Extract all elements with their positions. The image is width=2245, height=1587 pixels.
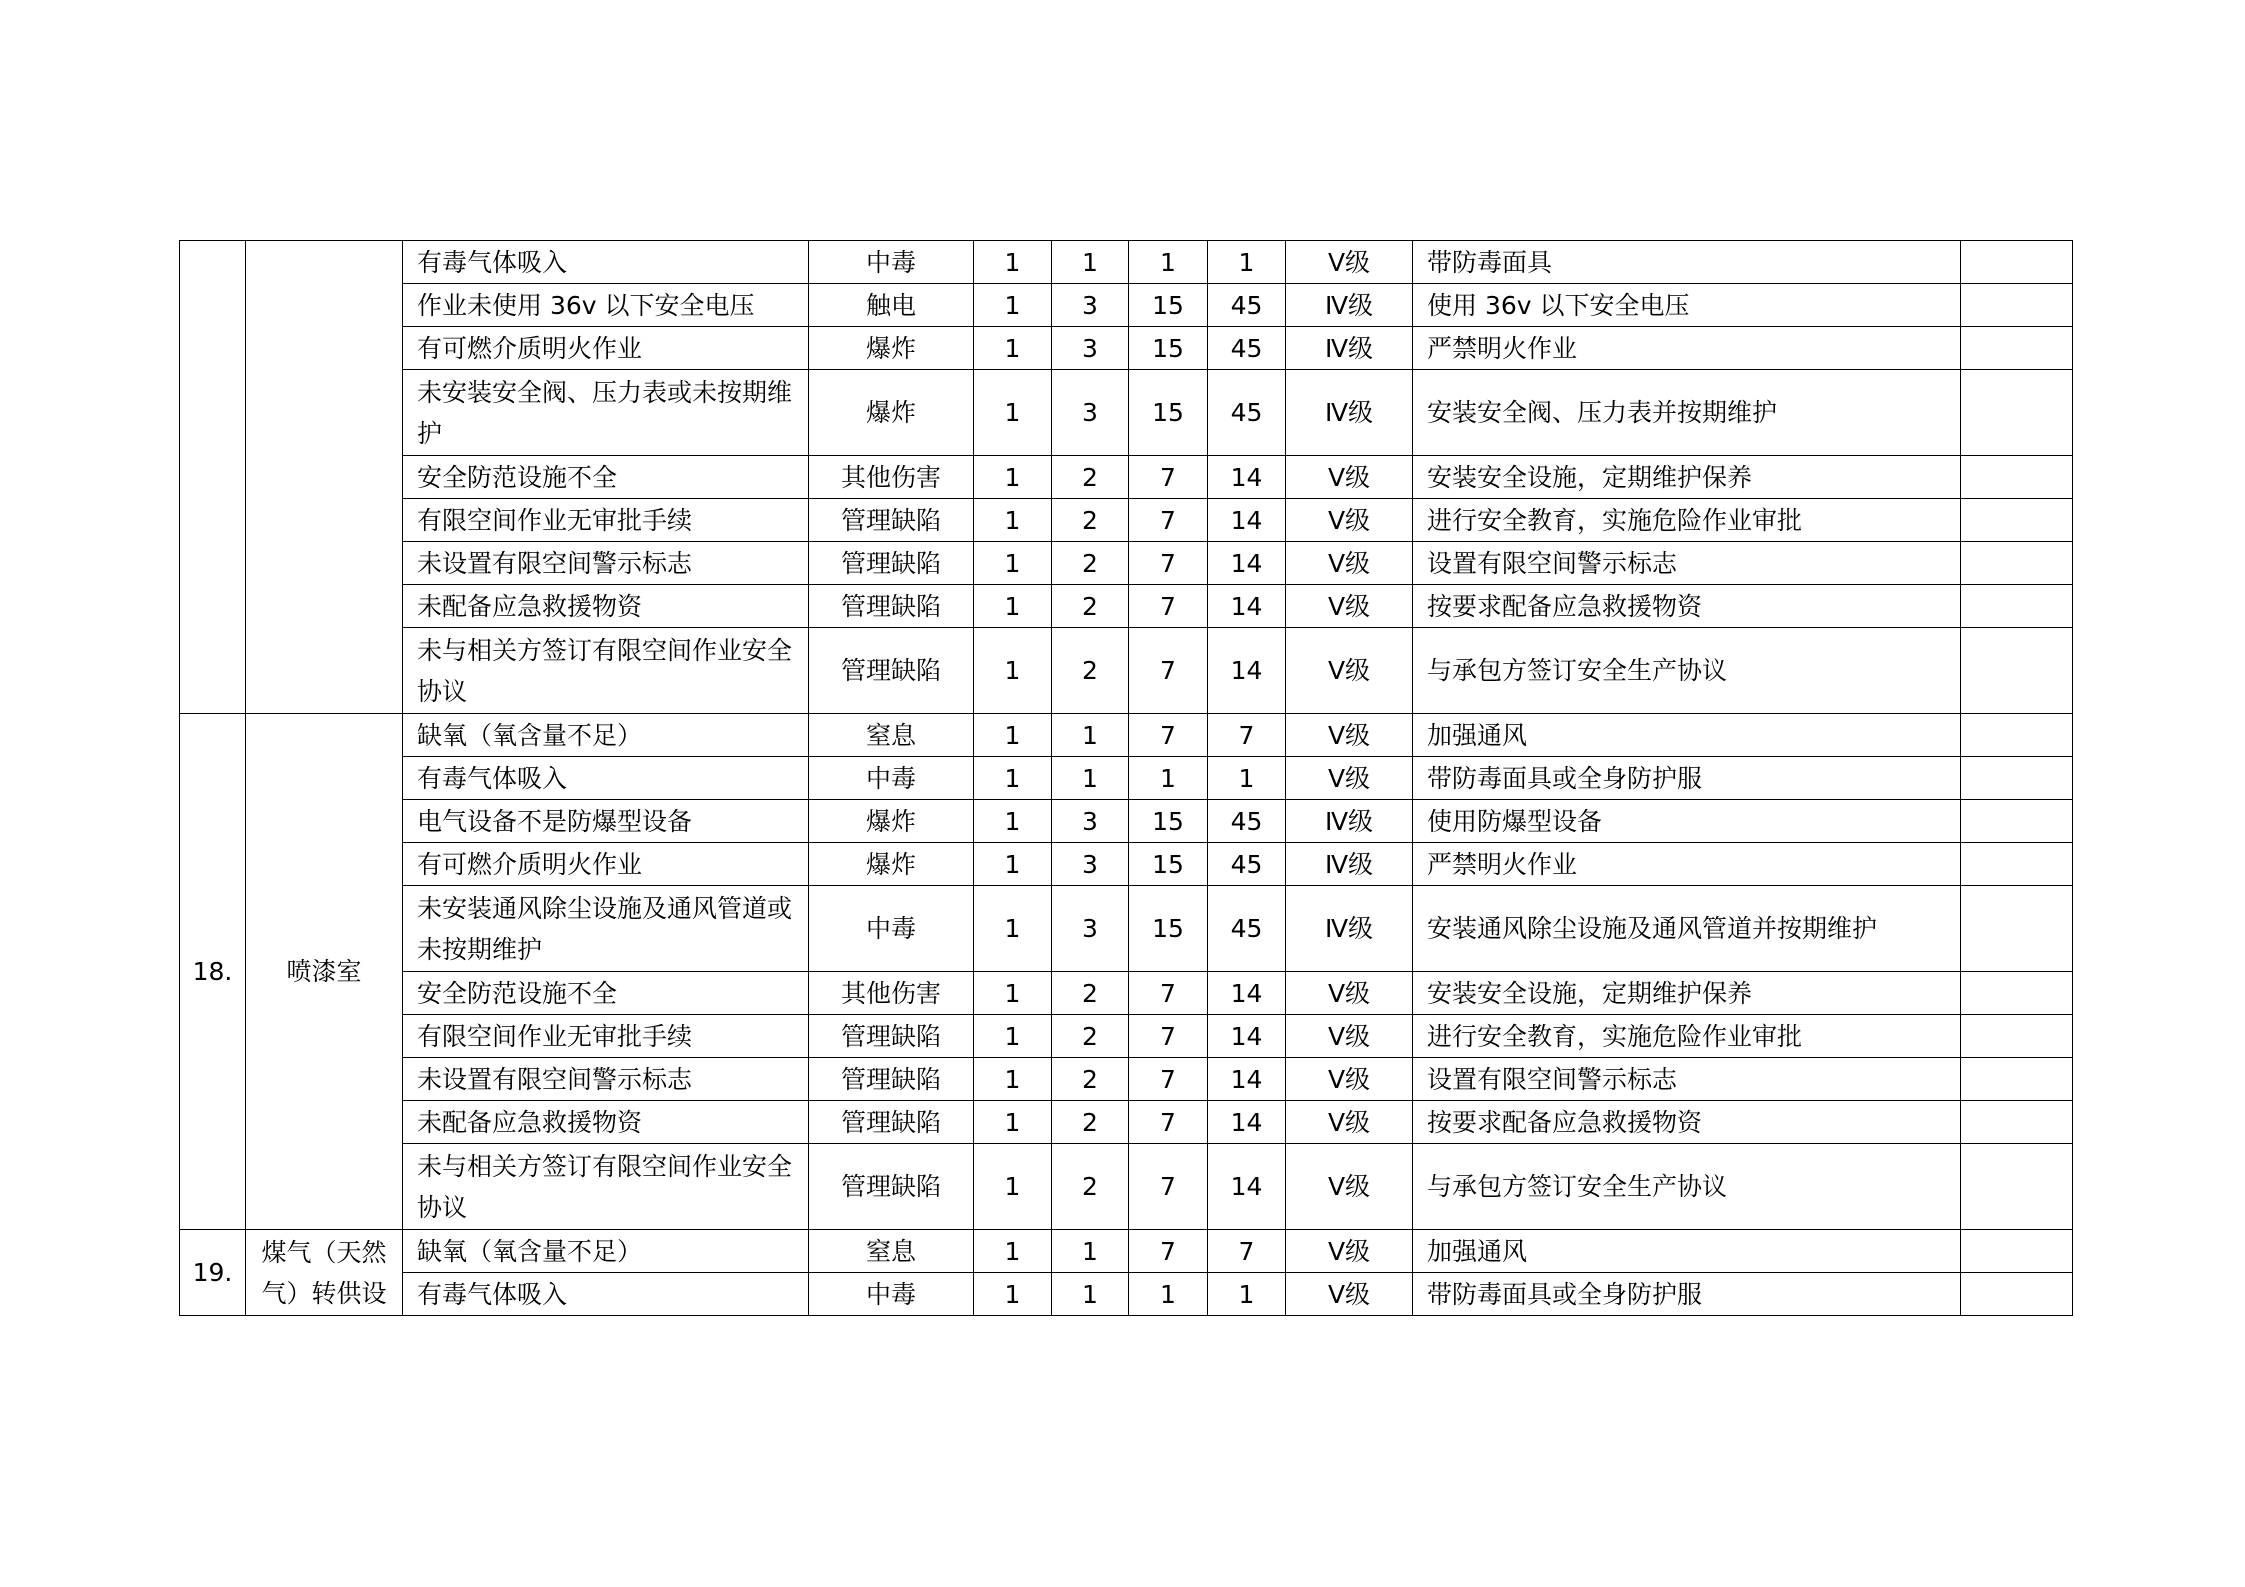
risk-value-cell: 14 [1208,628,1286,714]
control-measure-cell: 严禁明火作业 [1413,843,1961,886]
hazard-cell: 未设置有限空间警示标志 [403,542,809,585]
risk-level-cell: Ⅳ级 [1286,327,1413,370]
risk-value-cell: 45 [1208,800,1286,843]
consequence-cell: 7 [1129,542,1208,585]
likelihood-cell: 1 [974,499,1052,542]
table-row [180,542,2073,585]
exposure-cell: 3 [1052,886,1129,972]
table-row [180,1101,2073,1144]
consequence-cell: 7 [1129,456,1208,499]
section-number-cell: 19. [180,1230,246,1316]
consequence-cell: 7 [1129,1101,1208,1144]
hazard-cell: 未安装通风除尘设施及通风管道或未按期维护 [403,886,809,972]
table-row [180,284,2073,327]
risk-level-cell: Ⅴ级 [1286,585,1413,628]
risk-value-cell: 45 [1208,886,1286,972]
hazard-cell: 未与相关方签订有限空间作业安全协议 [403,1144,809,1230]
likelihood-cell: 1 [974,1230,1052,1273]
risk-level-cell: Ⅴ级 [1286,456,1413,499]
control-measure-cell: 进行安全教育，实施危险作业审批 [1413,1015,1961,1058]
consequence-cell: 7 [1129,499,1208,542]
remark-cell [1961,800,2073,843]
accident-type-cell: 窒息 [809,1230,974,1273]
risk-level-cell: Ⅳ级 [1286,886,1413,972]
control-measure-cell: 严禁明火作业 [1413,327,1961,370]
likelihood-cell: 1 [974,800,1052,843]
risk-level-cell: Ⅴ级 [1286,1101,1413,1144]
hazard-cell: 有毒气体吸入 [403,757,809,800]
consequence-cell: 7 [1129,585,1208,628]
control-measure-cell: 加强通风 [1413,1230,1961,1273]
likelihood-cell: 1 [974,1273,1052,1316]
hazard-cell: 有毒气体吸入 [403,1273,809,1316]
likelihood-cell: 1 [974,456,1052,499]
risk-level-cell: Ⅴ级 [1286,628,1413,714]
exposure-cell: 2 [1052,585,1129,628]
table-row [180,327,2073,370]
exposure-cell: 3 [1052,370,1129,456]
risk-value-cell: 45 [1208,327,1286,370]
risk-level-cell: Ⅳ级 [1286,370,1413,456]
control-measure-cell: 安装通风除尘设施及通风管道并按期维护 [1413,886,1961,972]
hazard-cell: 缺氧（氧含量不足） [403,714,809,757]
accident-type-cell: 管理缺陷 [809,585,974,628]
risk-level-cell: Ⅴ级 [1286,972,1413,1015]
remark-cell [1961,757,2073,800]
risk-level-cell: Ⅴ级 [1286,1015,1413,1058]
consequence-cell: 1 [1129,241,1208,284]
control-measure-cell: 使用防爆型设备 [1413,800,1961,843]
risk-level-cell: Ⅳ级 [1286,284,1413,327]
remark-cell [1961,628,2073,714]
accident-type-cell: 管理缺陷 [809,499,974,542]
remark-cell [1961,1058,2073,1101]
control-measure-cell: 带防毒面具或全身防护服 [1413,1273,1961,1316]
accident-type-cell: 管理缺陷 [809,628,974,714]
hazard-cell: 有可燃介质明火作业 [403,327,809,370]
consequence-cell: 15 [1129,800,1208,843]
table-row [180,370,2073,456]
exposure-cell: 3 [1052,327,1129,370]
remark-cell [1961,843,2073,886]
exposure-cell: 1 [1052,1230,1129,1273]
risk-value-cell: 14 [1208,1101,1286,1144]
control-measure-cell: 安装安全阀、压力表并按期维护 [1413,370,1961,456]
remark-cell [1961,499,2073,542]
area-name-cell: 煤气（天然气）转供设 [246,1230,403,1316]
consequence-cell: 15 [1129,370,1208,456]
hazard-cell: 作业未使用 36v 以下安全电压 [403,284,809,327]
hazard-cell: 有限空间作业无审批手续 [403,1015,809,1058]
exposure-cell: 2 [1052,1144,1129,1230]
control-measure-cell: 按要求配备应急救援物资 [1413,1101,1961,1144]
hazard-cell: 安全防范设施不全 [403,972,809,1015]
risk-value-cell: 14 [1208,585,1286,628]
likelihood-cell: 1 [974,1015,1052,1058]
accident-type-cell: 其他伤害 [809,456,974,499]
hazard-cell: 有可燃介质明火作业 [403,843,809,886]
table-row [180,714,2073,757]
exposure-cell: 3 [1052,284,1129,327]
accident-type-cell: 爆炸 [809,370,974,456]
remark-cell [1961,284,2073,327]
accident-type-cell: 管理缺陷 [809,1101,974,1144]
control-measure-cell: 带防毒面具 [1413,241,1961,284]
hazard-cell: 未安装安全阀、压力表或未按期维护 [403,370,809,456]
remark-cell [1961,585,2073,628]
likelihood-cell: 1 [974,585,1052,628]
hazard-cell: 缺氧（氧含量不足） [403,1230,809,1273]
accident-type-cell: 爆炸 [809,800,974,843]
remark-cell [1961,886,2073,972]
exposure-cell: 1 [1052,241,1129,284]
hazard-cell: 有毒气体吸入 [403,241,809,284]
table-row [180,1273,2073,1316]
risk-assessment-table [179,240,2073,1316]
exposure-cell: 1 [1052,714,1129,757]
consequence-cell: 1 [1129,1273,1208,1316]
accident-type-cell: 管理缺陷 [809,1058,974,1101]
area-name-cell [246,241,403,714]
risk-value-cell: 45 [1208,370,1286,456]
accident-type-cell: 管理缺陷 [809,542,974,585]
consequence-cell: 15 [1129,284,1208,327]
exposure-cell: 2 [1052,542,1129,585]
likelihood-cell: 1 [974,327,1052,370]
remark-cell [1961,241,2073,284]
risk-value-cell: 1 [1208,757,1286,800]
consequence-cell: 1 [1129,757,1208,800]
risk-level-cell: Ⅴ级 [1286,1058,1413,1101]
risk-value-cell: 14 [1208,542,1286,585]
exposure-cell: 3 [1052,800,1129,843]
likelihood-cell: 1 [974,370,1052,456]
accident-type-cell: 管理缺陷 [809,1015,974,1058]
table-row [180,241,2073,284]
exposure-cell: 1 [1052,1273,1129,1316]
likelihood-cell: 1 [974,972,1052,1015]
likelihood-cell: 1 [974,542,1052,585]
control-measure-cell: 进行安全教育，实施危险作业审批 [1413,499,1961,542]
consequence-cell: 7 [1129,628,1208,714]
remark-cell [1961,714,2073,757]
control-measure-cell: 安装安全设施，定期维护保养 [1413,972,1961,1015]
table-row [180,1230,2073,1273]
hazard-cell: 未配备应急救援物资 [403,585,809,628]
risk-value-cell: 14 [1208,499,1286,542]
risk-level-cell: Ⅴ级 [1286,757,1413,800]
accident-type-cell: 中毒 [809,886,974,972]
section-number-cell [180,241,246,714]
accident-type-cell: 中毒 [809,1273,974,1316]
table-row [180,1058,2073,1101]
risk-level-cell: Ⅴ级 [1286,714,1413,757]
likelihood-cell: 1 [974,1144,1052,1230]
exposure-cell: 2 [1052,972,1129,1015]
remark-cell [1961,1144,2073,1230]
remark-cell [1961,1015,2073,1058]
risk-value-cell: 45 [1208,284,1286,327]
table-row [180,456,2073,499]
exposure-cell: 2 [1052,1058,1129,1101]
risk-value-cell: 45 [1208,843,1286,886]
table-row [180,1144,2073,1230]
control-measure-cell: 与承包方签订安全生产协议 [1413,1144,1961,1230]
likelihood-cell: 1 [974,886,1052,972]
control-measure-cell: 按要求配备应急救援物资 [1413,585,1961,628]
exposure-cell: 2 [1052,1015,1129,1058]
control-measure-cell: 设置有限空间警示标志 [1413,542,1961,585]
remark-cell [1961,1230,2073,1273]
consequence-cell: 7 [1129,972,1208,1015]
consequence-cell: 7 [1129,1058,1208,1101]
table-row [180,757,2073,800]
exposure-cell: 2 [1052,499,1129,542]
control-measure-cell: 使用 36v 以下安全电压 [1413,284,1961,327]
likelihood-cell: 1 [974,1101,1052,1144]
control-measure-cell: 与承包方签订安全生产协议 [1413,628,1961,714]
accident-type-cell: 爆炸 [809,843,974,886]
likelihood-cell: 1 [974,628,1052,714]
risk-level-cell: Ⅴ级 [1286,499,1413,542]
remark-cell [1961,327,2073,370]
risk-level-cell: Ⅴ级 [1286,1144,1413,1230]
exposure-cell: 3 [1052,843,1129,886]
consequence-cell: 15 [1129,327,1208,370]
risk-level-cell: Ⅴ级 [1286,542,1413,585]
consequence-cell: 15 [1129,886,1208,972]
risk-value-cell: 14 [1208,1058,1286,1101]
risk-value-cell: 14 [1208,972,1286,1015]
risk-table-body [180,241,2073,1316]
accident-type-cell: 其他伤害 [809,972,974,1015]
table-row [180,886,2073,972]
risk-value-cell: 14 [1208,456,1286,499]
consequence-cell: 7 [1129,1144,1208,1230]
accident-type-cell: 中毒 [809,757,974,800]
risk-value-cell: 1 [1208,1273,1286,1316]
hazard-cell: 电气设备不是防爆型设备 [403,800,809,843]
section-number-cell: 18. [180,714,246,1230]
risk-value-cell: 7 [1208,1230,1286,1273]
exposure-cell: 1 [1052,757,1129,800]
remark-cell [1961,1101,2073,1144]
risk-level-cell: Ⅳ级 [1286,800,1413,843]
risk-level-cell: Ⅳ级 [1286,843,1413,886]
hazard-cell: 未与相关方签订有限空间作业安全协议 [403,628,809,714]
hazard-cell: 有限空间作业无审批手续 [403,499,809,542]
risk-value-cell: 7 [1208,714,1286,757]
remark-cell [1961,972,2073,1015]
table-row [180,499,2073,542]
exposure-cell: 2 [1052,628,1129,714]
control-measure-cell: 安装安全设施，定期维护保养 [1413,456,1961,499]
consequence-cell: 15 [1129,843,1208,886]
likelihood-cell: 1 [974,757,1052,800]
hazard-cell: 未设置有限空间警示标志 [403,1058,809,1101]
table-row [180,585,2073,628]
likelihood-cell: 1 [974,1058,1052,1101]
table-row [180,1015,2073,1058]
control-measure-cell: 加强通风 [1413,714,1961,757]
risk-value-cell: 14 [1208,1144,1286,1230]
likelihood-cell: 1 [974,241,1052,284]
exposure-cell: 2 [1052,1101,1129,1144]
hazard-cell: 未配备应急救援物资 [403,1101,809,1144]
remark-cell [1961,542,2073,585]
accident-type-cell: 窒息 [809,714,974,757]
likelihood-cell: 1 [974,284,1052,327]
control-measure-cell: 带防毒面具或全身防护服 [1413,757,1961,800]
risk-value-cell: 14 [1208,1015,1286,1058]
consequence-cell: 7 [1129,1230,1208,1273]
consequence-cell: 7 [1129,1015,1208,1058]
accident-type-cell: 爆炸 [809,327,974,370]
accident-type-cell: 触电 [809,284,974,327]
accident-type-cell: 中毒 [809,241,974,284]
likelihood-cell: 1 [974,843,1052,886]
risk-level-cell: Ⅴ级 [1286,241,1413,284]
risk-value-cell: 1 [1208,241,1286,284]
table-row [180,972,2073,1015]
consequence-cell: 7 [1129,714,1208,757]
table-row [180,628,2073,714]
remark-cell [1961,456,2073,499]
exposure-cell: 2 [1052,456,1129,499]
likelihood-cell: 1 [974,714,1052,757]
control-measure-cell: 设置有限空间警示标志 [1413,1058,1961,1101]
accident-type-cell: 管理缺陷 [809,1144,974,1230]
remark-cell [1961,1273,2073,1316]
remark-cell [1961,370,2073,456]
hazard-cell: 安全防范设施不全 [403,456,809,499]
area-name-cell: 喷漆室 [246,714,403,1230]
table-row [180,800,2073,843]
risk-level-cell: Ⅴ级 [1286,1273,1413,1316]
risk-level-cell: Ⅴ级 [1286,1230,1413,1273]
table-row [180,843,2073,886]
